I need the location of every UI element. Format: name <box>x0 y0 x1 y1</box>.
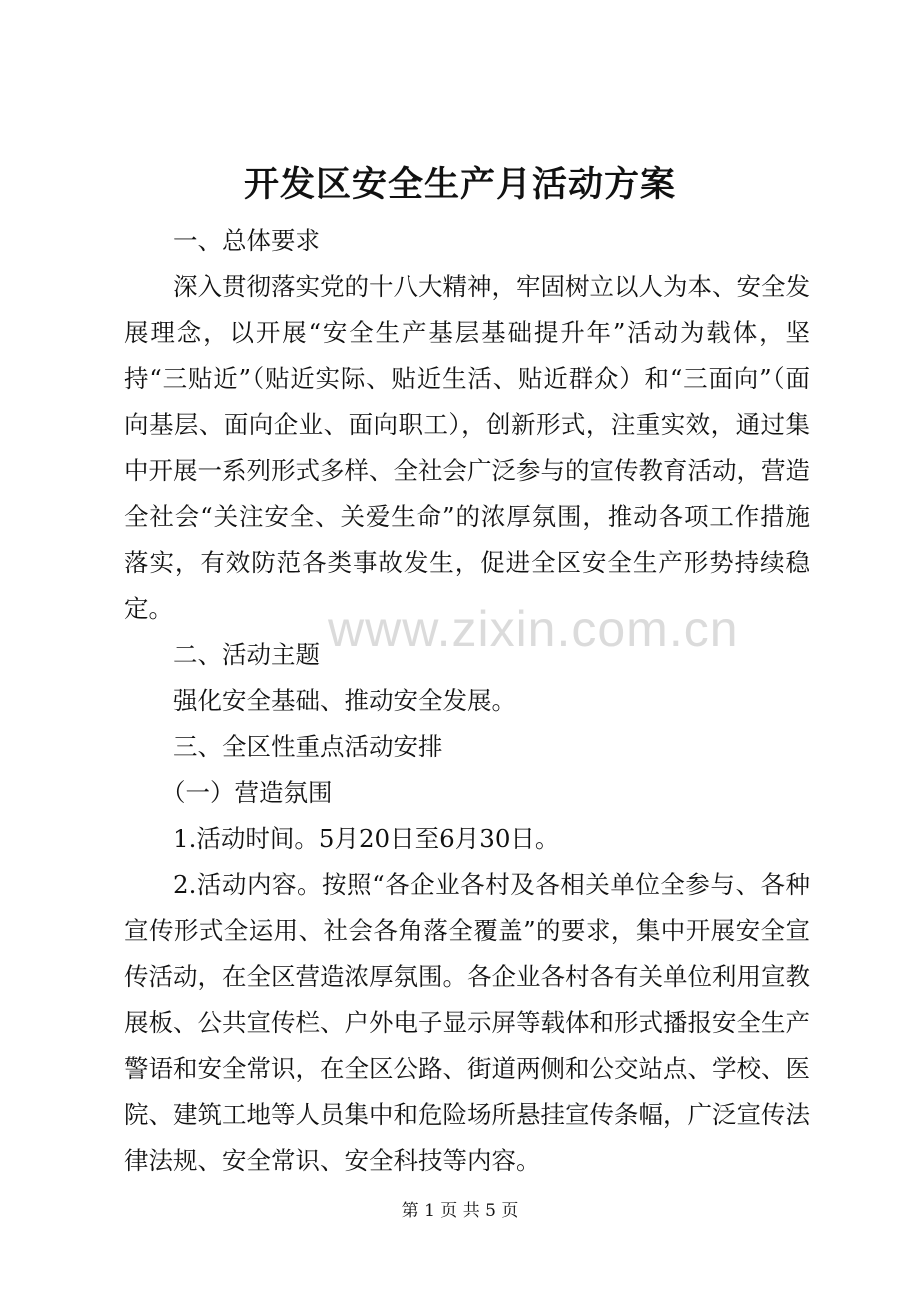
page-footer: 第 1 页 共 5 页 <box>401 1201 519 1221</box>
paragraph-activity-theme: 强化安全基础、推动安全发展。 <box>173 686 516 715</box>
document-title: 开发区安全生产月活动方案 <box>243 164 676 205</box>
heading-activity-theme: 二、活动主题 <box>173 640 320 669</box>
paragraph-activity-content: 2.活动内容。按照“各企业各村及各相关单位全参与、各种宣传形式全运用、社会各角落全覆盖”的要求，集中开展安全宣传活动，在全区营造浓厚氛围。各企业各村各有关单位利用宣教展板、公共宣传栏、户外电子显示屏等载体和形式播报安全生产警语和安全常识，在全区公路、街道两侧和公交站点、学校、医院、建筑工地等人员集中和危险场所悬挂宣传条幅，广泛宣传法律法规、安全常识、安全科技等内容。 <box>124 870 810 1175</box>
paragraph-activity-time: 1.活动时间。5月20日至6月30日。 <box>173 824 560 853</box>
document-body <box>124 218 810 1184</box>
heading-key-activities: 三、全区性重点活动安排 <box>173 732 443 761</box>
subheading-atmosphere: （一）营造氛围 <box>161 778 333 807</box>
watermark: www.zixin.com.cn <box>328 601 739 657</box>
heading-general-requirements: 一、总体要求 <box>173 226 320 255</box>
paragraph-general-requirements: 深入贯彻落实党的十八大精神，牢固树立以人为本、安全发展理念，以开展“安全生产基层基础提升年”活动为载体，坚持“三贴近”（贴近实际、贴近生活、贴近群众）和“三面向”（面向基层、面向企业、面向职工），创新形式，注重实效，通过集中开展一系列形式多样、全社会广泛参与的宣传教育活动，营造全社会“关注安全、关爱生命”的浓厚氛围，推动各项工作措施落实，有效防范各类事故发生，促进全区安全生产形势持续稳定。 <box>124 272 810 623</box>
